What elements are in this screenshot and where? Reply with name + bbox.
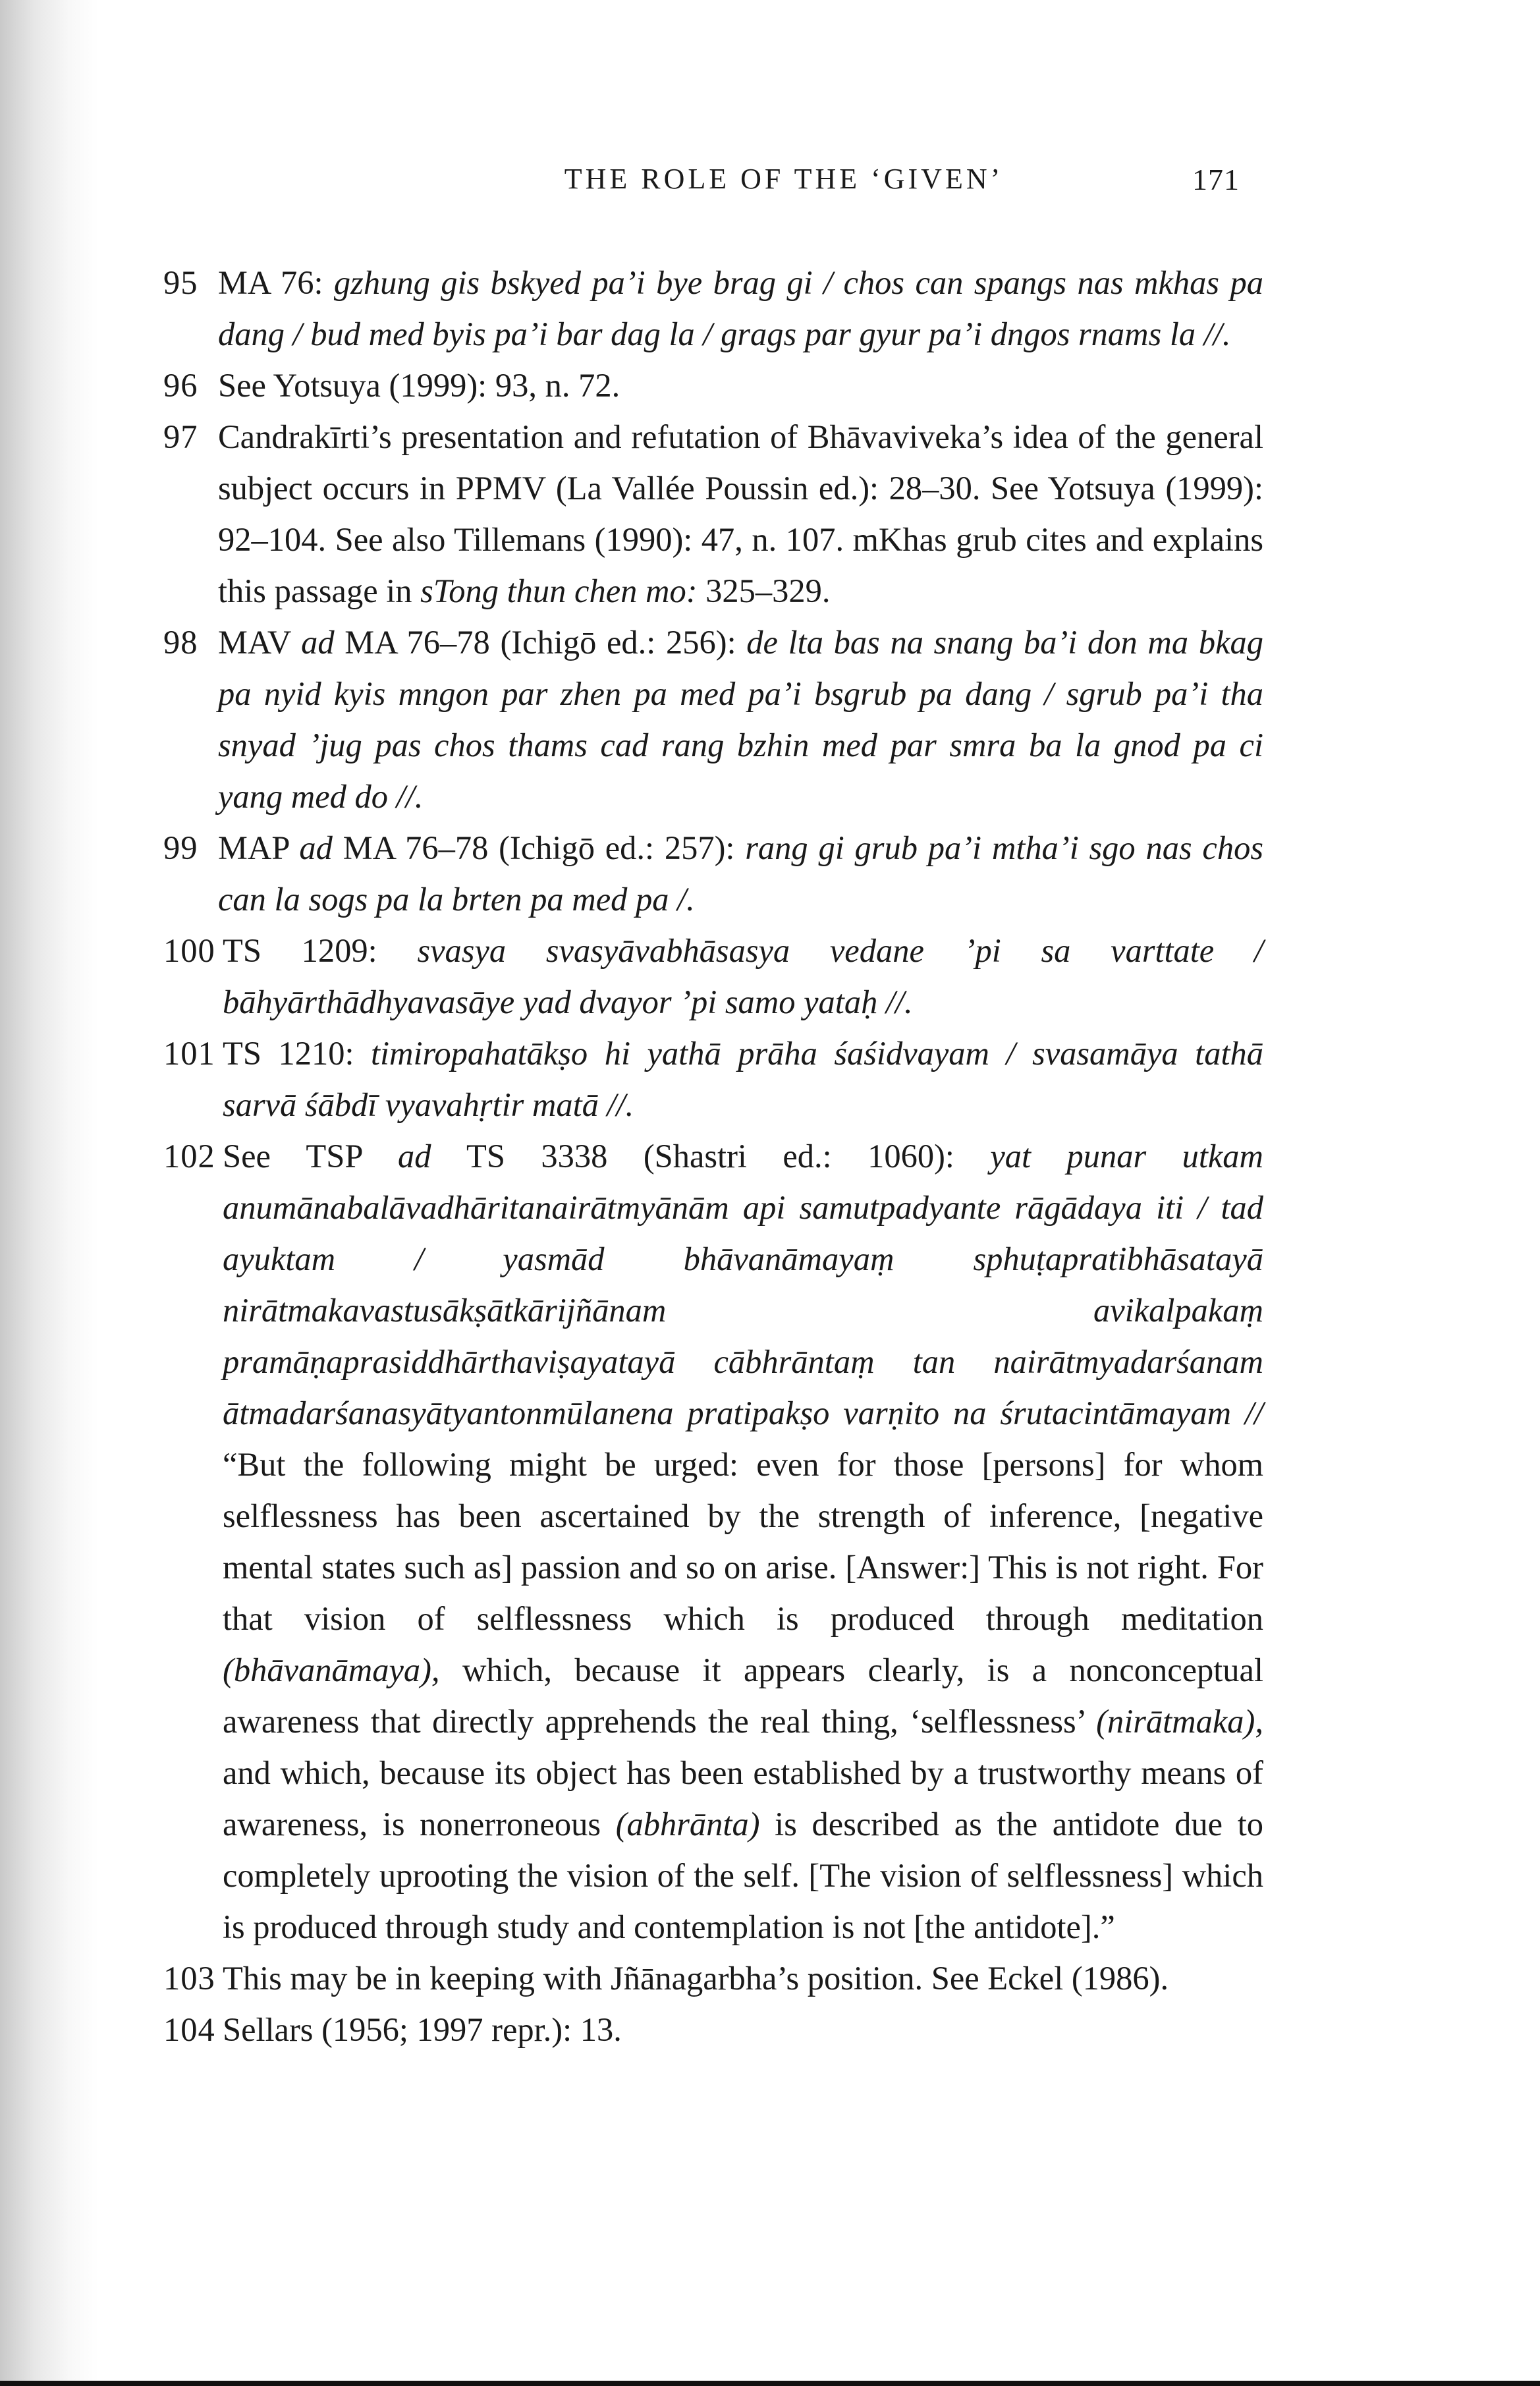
footnote-italic-text: timiropahatākṣo hi yathā prāha śaśidvayam / svasamāya tathā sarvā śābdī vyavahṛtir matā //. <box>223 1035 1263 1123</box>
footnote-text: Sellars (1956; 1997 repr.): 13. <box>223 2011 622 2048</box>
footnote-103 <box>163 1953 1263 2004</box>
footnote-number: 96 <box>163 367 198 404</box>
footnote-text: MAV <box>218 624 302 661</box>
book-spine-shadow <box>0 0 99 2386</box>
footnote-text: MA 76–78 (Ichigō ed.: 257): <box>332 829 746 866</box>
footnote-text: TS 3338 (Shastri ed.: 1060): <box>431 1138 991 1175</box>
footnotes-list <box>163 257 1263 2055</box>
footnote-text: MAP <box>218 829 300 866</box>
footnote-text: See TSP <box>223 1138 399 1175</box>
page-number: 171 <box>1192 163 1240 196</box>
footnote-text: MA 76–78 (Ichigō ed.: 256): <box>334 624 747 661</box>
footnote-95 <box>163 257 1263 360</box>
footnote-text: and which, because its object has been established by a trustworthy means of awareness, is nonerroneous <box>223 1754 1263 1843</box>
footnote-italic-text: de lta bas na snang ba’i don ma bkag pa nyid kyis mngon par zhen pa med pa’i bsgrub pa dang / sgrub pa’i tha snyad ’jug pas chos thams cad rang bzhin med par smra ba la gnod pa ci yang med do //. <box>218 624 1263 815</box>
footnote-italic-text: ad <box>299 829 333 866</box>
footnote-number: 103 <box>163 1960 215 1997</box>
footnote-text: See Yotsuya (1999): 93, n. 72. <box>218 367 620 404</box>
footnote-96 <box>163 360 1263 411</box>
footnote-text: “But the following might be urged: even for those [persons] for whom selflessness has been ascertained by the strength of inference, [negative mental states such as] passion and so on arise. [Answer:] This is not right. For that vision of selflessness which is produced through meditation <box>223 1446 1263 1637</box>
footnote-102 <box>163 1130 1263 1953</box>
footnote-text: TS 1209: <box>223 932 418 969</box>
footnote-number: 100 <box>163 932 215 969</box>
footnote-text: MA 76: <box>218 264 334 301</box>
running-head <box>0 162 1540 202</box>
footnote-number: 97 <box>163 418 198 455</box>
footnote-italic-text: sTong thun chen mo: <box>420 572 698 609</box>
footnote-number: 101 <box>163 1035 215 1072</box>
footnote-text: TS 1210: <box>223 1035 371 1072</box>
footnote-italic-text: gzhung gis bskyed pa’i bye brag gi / chos can spangs nas mkhas pa dang / bud med byis pa’i bar dag la / grags par gyur pa’i dngos rnams la //. <box>218 264 1263 352</box>
footnote-italic-text: (bhāvanāmaya), <box>223 1651 440 1688</box>
footnote-97 <box>163 411 1263 617</box>
footnote-number: 98 <box>163 624 198 661</box>
footnote-text: which, because it appears clearly, is a nonconceptual awareness that directly apprehends the real thing, ‘selflessness’ <box>223 1651 1263 1740</box>
footnote-104 <box>163 2004 1263 2055</box>
footnote-number: 95 <box>163 264 198 301</box>
footnote-101 <box>163 1028 1263 1130</box>
footnote-100 <box>163 925 1263 1028</box>
footnote-italic-text: ad <box>398 1138 431 1175</box>
page-bottom-edge <box>0 2381 1540 2386</box>
footnote-number: 104 <box>163 2011 215 2048</box>
footnote-number: 99 <box>163 829 198 866</box>
footnote-98 <box>163 617 1263 822</box>
footnote-italic-text: ad <box>301 624 335 661</box>
footnote-italic-text: (abhrānta) <box>615 1806 760 1843</box>
footnote-number: 102 <box>163 1138 215 1175</box>
footnote-text: 325–329. <box>697 572 831 609</box>
footnote-text: Candrakīrti’s presentation and refutation of Bhāvaviveka’s idea of the general subject occurs in PPMV (La Vallée Poussin ed.): 28–30. See Yotsuya (1999): 92–104. See also Tillemans (1990): 47, n. 107. mKhas grub cites and explains this passage in <box>218 418 1263 609</box>
footnote-italic-text: yat punar utkam anumānabalāvadhāritanairātmyānām api samutpadyante rāgādaya iti / tad ayuktam / yasmād bhāvanāmayaṃ sphuṭapratibhāsatayā nirātmakavastusākṣātkārijñānam avikalpakaṃ pramāṇaprasiddhārthaviṣayatayā cābhrāntaṃ tan nairātmyadarśanam ātmadarśanasyātyantonmūlanena pratipakṣo varṇito na śrutacintāmayam // <box>223 1138 1263 1431</box>
footnote-99 <box>163 822 1263 925</box>
running-head-title: THE ROLE OF THE ‘GIVEN’ <box>564 163 1004 195</box>
footnote-italic-text: rang gi grub pa’i mtha’i sgo nas chos can la sogs pa la brten pa med pa /. <box>218 829 1263 918</box>
footnote-italic-text: svasya svasyāvabhāsasya vedane ’pi sa varttate / bāhyārthādhyavasāye yad dvayor ’pi samo yataḥ //. <box>223 932 1264 1020</box>
footnote-text: This may be in keeping with Jñānagarbha’s position. See Eckel (1986). <box>223 1960 1169 1997</box>
footnote-italic-text: (nirātmaka), <box>1096 1703 1263 1740</box>
footnote-text: is described as the antidote due to completely uprooting the vision of the self. [The vision of selflessness] which is produced through study and contemplation is not [the antidote].” <box>223 1806 1263 1945</box>
